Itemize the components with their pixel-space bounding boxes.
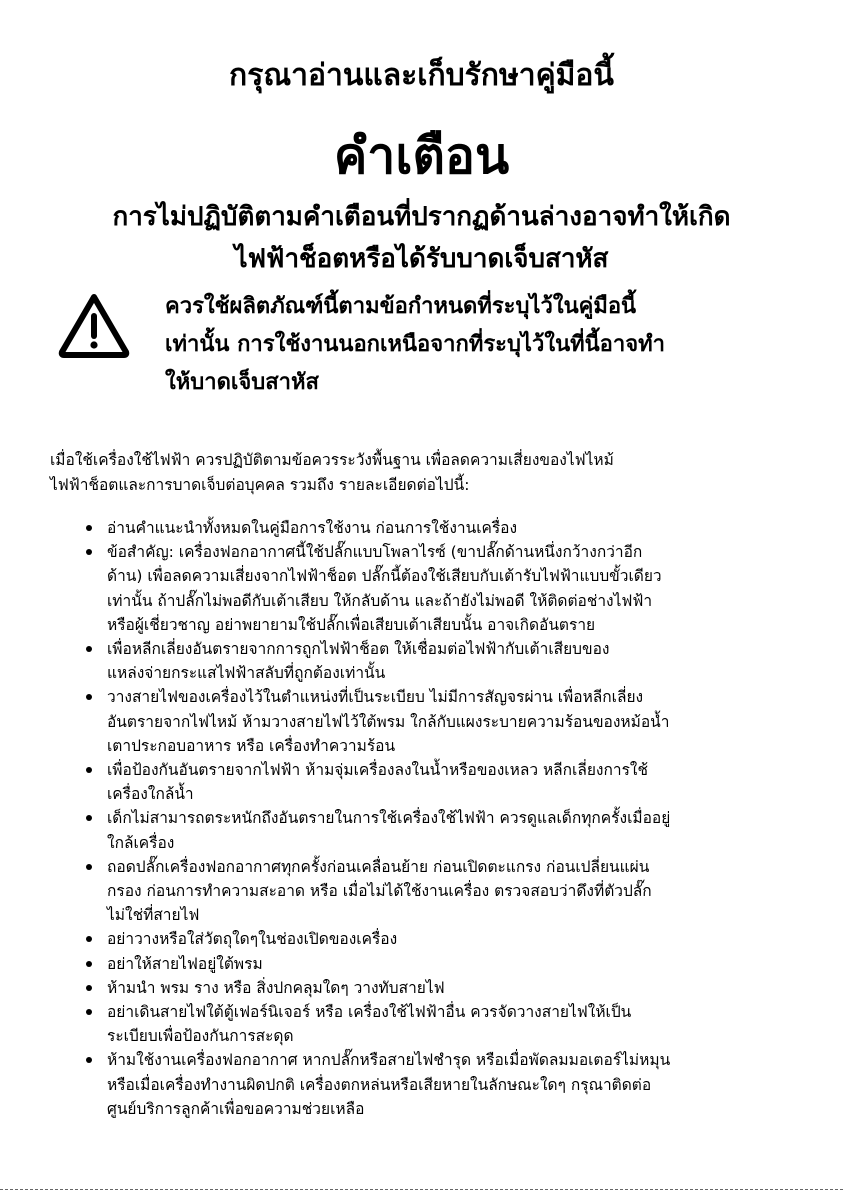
safety-bullet-item (0, 637, 807, 685)
safety-bullet-item (0, 855, 807, 928)
bullet-text-line: แหล่งจ่ายกระแสไฟฟ้าสลับที่ถูกต้องเท่านั้น (107, 664, 386, 683)
bullet-text-line: อันตรายจากไฟไหม้ ห้ามวางสายไฟไว้ใต้พรม ใกล้กับแผงระบายความร้อนของหม้อน้ำ (107, 712, 670, 731)
safety-bullet-item (0, 976, 807, 1000)
usage-warning-text (165, 288, 825, 402)
bullet-text-line: ใกล้เครื่อง (107, 833, 175, 852)
bullet-text-line: กรอง ก่อนการทำความสะอาด หรือ เมื่อไม่ได้ใช้งานเครื่อง ตรวจสอบว่าดึงที่ตัวปลั๊ก (107, 882, 652, 901)
bullet-dot-icon (86, 549, 92, 555)
bullet-text-line: อย่าวางหรือใส่วัตถุใดๆในช่องเปิดของเครื่อง (107, 930, 398, 949)
page-bottom-divider (0, 1189, 843, 1190)
bullet-dot-icon (86, 646, 92, 652)
safety-bullet-item (0, 806, 807, 854)
bullet-dot-icon (86, 961, 92, 967)
warning-main-text (40, 196, 803, 280)
safety-bullet-item (0, 685, 807, 758)
warning-triangle-icon (58, 292, 130, 358)
bullet-text-line: เตาประกอบอาหาร หรือ เครื่องทำความร้อน (107, 736, 396, 755)
intro-line: เมื่อใช้เครื่องใช้ไฟฟ้า ควรปฏิบัติตามข้อควรระวังพื้นฐาน เพื่อลดความเสี่ยงของไฟไหม้ (50, 451, 614, 469)
bullet-text-line: ระเบียบเพื่อป้องกันการสะดุด (107, 1027, 294, 1046)
bullet-text-line: ห้ามนำ พรม ราง หรือ สิ่งปกคลุมใดๆ วางทับสายไฟ (107, 978, 445, 997)
bullet-text-line: อย่าให้สายไฟอยู่ใต้พรม (107, 954, 263, 973)
bullet-text-line: ศูนย์บริการลูกค้าเพื่อขอความช่วยเหลือ (107, 1099, 365, 1118)
bullet-text-line: เพื่อหลีกเลี่ยงอันตรายจากการถูกไฟฟ้าช็อต ให้เชื่อมต่อไฟฟ้ากับเต้าเสียบของ (107, 640, 610, 659)
bullet-text-line: อย่าเดินสายไฟใต้ตู้เฟอร์นิเจอร์ หรือ เครื่องใช้ไฟฟ้าอื่น ควรจัดวางสายไฟให้เป็น (107, 1003, 632, 1022)
bullet-text-line: เท่านั้น ถ้าปลั๊กไม่พอดีกับเต้าเสียบ ให้กลับด้าน และถ้ายังไม่พอดี ให้ติดต่อช่างไฟฟ้า (107, 591, 653, 610)
intro-paragraph (50, 448, 820, 498)
bullet-dot-icon (86, 694, 92, 700)
warning-title: คำเตือน (333, 127, 510, 185)
safety-bullet-item (0, 952, 807, 976)
bullet-dot-icon (86, 864, 92, 870)
bullet-text-line: ห้ามใช้งานเครื่องฟอกอากาศ หากปลั๊กหรือสายไฟชำรุด หรือเมื่อพัดลมมอเตอร์ไม่หมุน (107, 1051, 671, 1070)
usage-warning-line: ให้บาดเจ็บสาหัส (165, 370, 319, 395)
bullet-text-line: อ่านคำแนะนำทั้งหมดในคู่มือการใช้งาน ก่อนการใช้งานเครื่อง (107, 519, 518, 537)
read-and-keep-heading: กรุณาอ่านและเก็บรักษาคู่มือนี้ (229, 58, 614, 93)
safety-bullet-item (0, 758, 807, 806)
intro-line: ไฟฟ้าช็อตและการบาดเจ็บต่อบุคคล รวมถึง รายละเอียดต่อไปนี้: (50, 476, 470, 494)
safety-bullet-list (0, 516, 843, 1121)
safety-bullet-item (0, 540, 807, 637)
safety-bullet-item (0, 927, 807, 951)
bullet-text-line: วางสายไฟของเครื่องไว้ในตำแหน่งที่เป็นระเบียบ ไม่มีการสัญจรผ่าน เพื่อหลีกเลี่ยง (107, 688, 644, 707)
bullet-text-line: เครื่องใกล้น้ำ (107, 785, 194, 804)
bullet-text-line: ไม่ใช่ที่สายไฟ (107, 906, 200, 925)
bullet-text-line: ถอดปลั๊กเครื่องฟอกอากาศทุกครั้งก่อนเคลื่อนย้าย ก่อนเปิดตะแกรง ก่อนเปลี่ยนแผ่น (107, 857, 650, 876)
usage-warning-line: เท่านั้น การใช้งานนอกเหนือจากที่ระบุไว้ในที่นี้อาจทำ (165, 332, 665, 357)
warning-main-line: ไฟฟ้าช็อตหรือได้รับบาดเจ็บสาหัส (234, 244, 609, 274)
safety-bullet-item (0, 1000, 807, 1048)
bullet-dot-icon (86, 525, 92, 531)
usage-warning-line: ควรใช้ผลิตภัณฑ์นี้ตามข้อกำหนดที่ระบุไว้ในคู่มือนี้ (165, 294, 637, 319)
bullet-dot-icon (86, 767, 92, 773)
bullet-dot-icon (86, 815, 92, 821)
safety-bullet-item (0, 1048, 807, 1121)
bullet-text-line: เด็กไม่สามารถตระหนักถึงอันตรายในการใช้เครื่องใช้ไฟฟ้า ควรดูแลเด็กทุกครั้งเมื่ออยู่ (107, 809, 671, 828)
bullet-text-line: เพื่อป้องกันอันตรายจากไฟฟ้า ห้ามจุ่มเครื่องลงในน้ำหรือของเหลว หลีกเลี่ยงการใช้ (107, 761, 649, 780)
bullet-dot-icon (86, 985, 92, 991)
warning-main-line: การไม่ปฏิบัติตามคำเตือนที่ปรากฏด้านล่างอาจทำให้เกิด (112, 202, 731, 232)
bullet-text-line: หรือผู้เชี่ยวชาญ อย่าพยายามใช้ปลั๊กเพื่อเสียบเต้าเสียบนั้น อาจเกิดอันตราย (107, 615, 596, 634)
bullet-dot-icon (86, 936, 92, 942)
bullet-text-line: หรือเมื่อเครื่องทำงานผิดปกติ เครื่องตกหล่นหรือเสียหายในลักษณะใดๆ กรุณาติดต่อ (107, 1075, 652, 1094)
bullet-text-line: ด้าน) เพื่อลดความเสี่ยงจากไฟฟ้าช็อต ปลั๊กนี้ต้องใช้เสียบกับเต้ารับไฟฟ้าแบบขั้วเดียว (107, 567, 662, 586)
bullet-dot-icon (86, 1009, 92, 1015)
safety-bullet-item (0, 516, 807, 540)
bullet-text-line: ข้อสำคัญ: เครื่องฟอกอากาศนี้ใช้ปลั๊กแบบโพลาไรซ์ (ขาปลั๊กด้านหนึ่งกว้างกว่าอีก (107, 543, 643, 562)
bullet-dot-icon (86, 1057, 92, 1063)
